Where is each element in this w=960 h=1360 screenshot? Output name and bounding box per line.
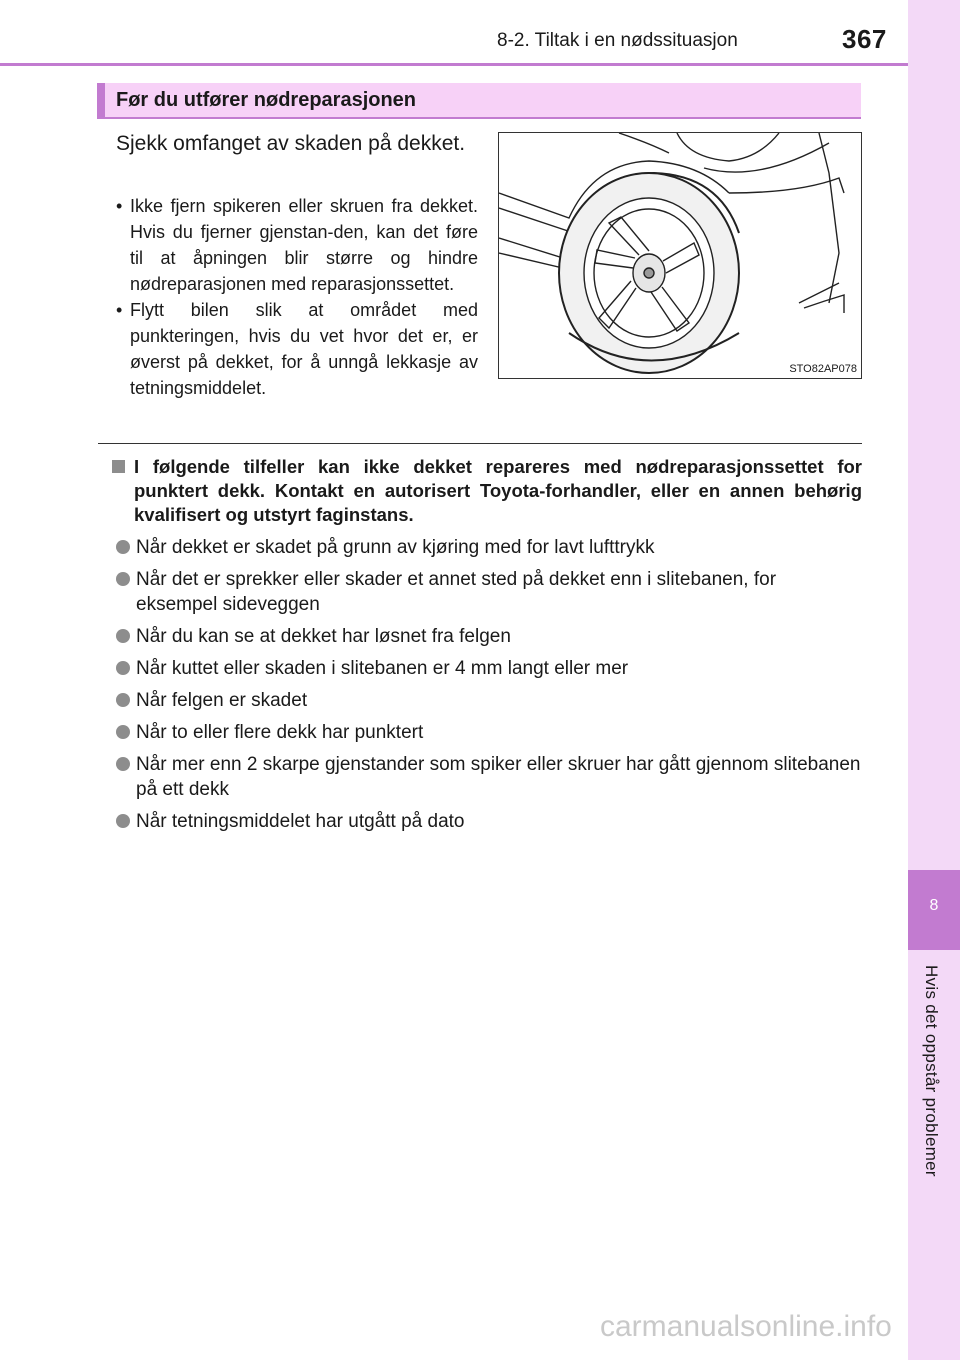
condition-item bbox=[116, 567, 862, 617]
instruction-item bbox=[112, 297, 478, 401]
circle-bullet-icon bbox=[116, 661, 130, 675]
flat-tire-illustration bbox=[498, 132, 862, 379]
condition-item bbox=[116, 752, 862, 802]
conditions-list bbox=[116, 535, 862, 841]
condition-item bbox=[116, 720, 862, 745]
conditions-heading bbox=[112, 455, 862, 527]
condition-text: Når det er sprekker eller skader et annet sted på dekket enn i slitebanen, for eksempel sideveggen bbox=[136, 569, 777, 615]
instruction-list bbox=[112, 193, 478, 401]
condition-text: Når tetningsmiddelet har utgått på dato bbox=[136, 811, 465, 832]
intro-text: Sjekk omfanget av skaden på dekket. bbox=[116, 132, 466, 155]
circle-bullet-icon bbox=[116, 725, 130, 739]
circle-bullet-icon bbox=[116, 757, 130, 771]
watermark: carmanualsonline.info bbox=[600, 1310, 892, 1343]
car-wheel-drawing bbox=[499, 133, 862, 379]
condition-text: Når dekket er skadet på grunn av kjøring med for lavt lufttrykk bbox=[136, 537, 655, 558]
circle-bullet-icon bbox=[116, 572, 130, 586]
chapter-title: Hvis det oppstår problemer bbox=[922, 965, 941, 1177]
condition-item bbox=[116, 688, 862, 713]
header-rule bbox=[0, 63, 908, 66]
figure-code: STO82AP078 bbox=[789, 363, 857, 375]
circle-bullet-icon bbox=[116, 540, 130, 554]
page-number: 367 bbox=[842, 24, 887, 54]
circle-bullet-icon bbox=[116, 814, 130, 828]
conditions-heading-text: I følgende tilfeller kan ikke dekket repareres med nødreparasjonssettet for punktert dekk. Kontakt en autorisert Toyota-forhandler, eller en annen behørig kvalifisert og utstyrt faginstans. bbox=[134, 456, 862, 525]
bullet-dot: • bbox=[116, 300, 123, 320]
condition-text: Når felgen er skadet bbox=[136, 690, 308, 711]
chapter-number: 8 bbox=[929, 897, 939, 914]
condition-text: Når du kan se at dekket har løsnet fra felgen bbox=[136, 626, 511, 647]
section-title-accent bbox=[97, 83, 105, 119]
condition-text: Når to eller flere dekk har punktert bbox=[136, 722, 424, 743]
section-divider bbox=[98, 443, 862, 444]
instruction-text: Ikke fjern spikeren eller skruen fra dekket. Hvis du fjerner gjenstan-den, kan det føre til at åpningen blir større og hindre nødreparasjonen med reparasjonssettet. bbox=[130, 196, 478, 294]
circle-bullet-icon bbox=[116, 629, 130, 643]
section-title: Før du utfører nødreparasjonen bbox=[116, 89, 417, 111]
square-bullet-icon bbox=[112, 460, 125, 473]
instruction-text: Flytt bilen slik at området med punkteringen, hvis du vet hvor det er, er øverst på dekket, for å unngå lekkasje av tetningsmiddelet. bbox=[130, 300, 478, 398]
condition-text: Når mer enn 2 skarpe gjenstander som spiker eller skruer har gått gjennom slitebanen på ett dekk bbox=[136, 754, 861, 800]
condition-text: Når kuttet eller skaden i slitebanen er 4 mm langt eller mer bbox=[136, 658, 629, 679]
condition-item bbox=[116, 535, 862, 560]
bullet-dot: • bbox=[116, 196, 123, 216]
condition-item bbox=[116, 624, 862, 649]
condition-item bbox=[116, 809, 862, 834]
instruction-item bbox=[112, 193, 478, 297]
circle-bullet-icon bbox=[116, 693, 130, 707]
running-header: 8-2. Tiltak i en nødssituasjon bbox=[497, 30, 738, 51]
condition-item bbox=[116, 656, 862, 681]
